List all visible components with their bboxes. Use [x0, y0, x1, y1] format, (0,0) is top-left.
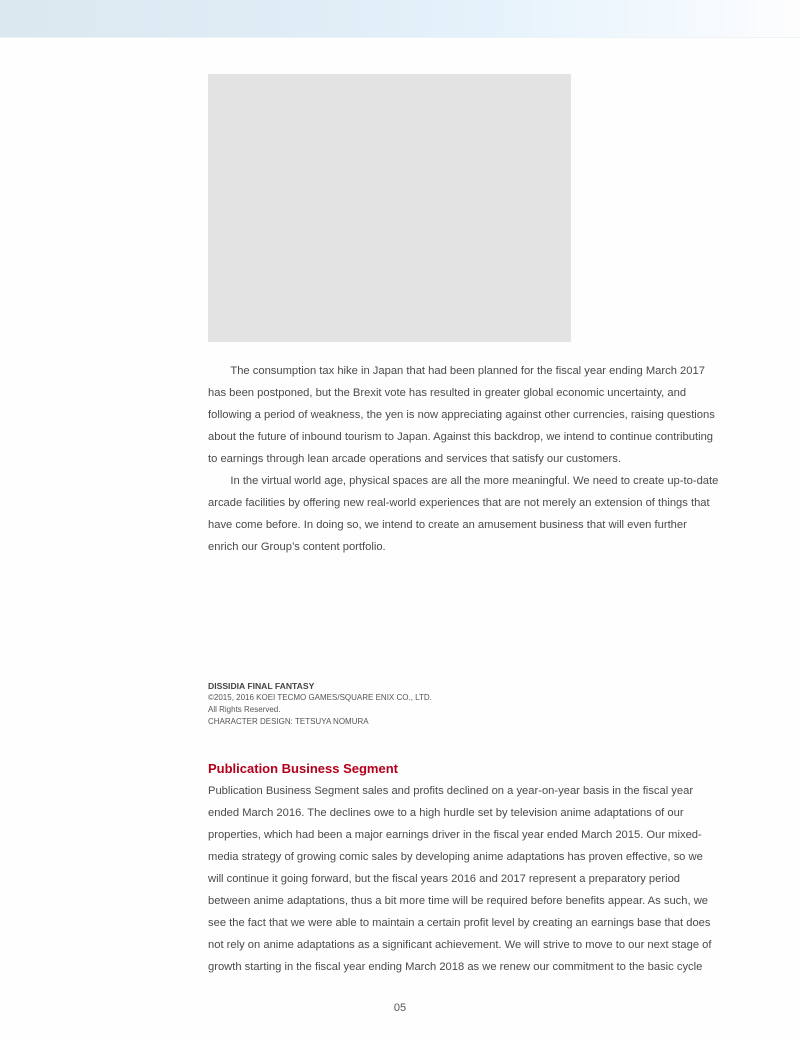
publication-paragraph — [208, 780, 748, 978]
text-line: In the virtual world age, physical spaces are all the more meaningful. We need to create up-to-date — [208, 475, 719, 487]
game-artwork-image — [208, 74, 571, 342]
text-line: see the fact that we were able to maintain a certain profit level by creating an earnings base that does — [208, 917, 711, 929]
credit-design: CHARACTER DESIGN: TETSUYA NOMURA — [208, 717, 369, 726]
text-line: will continue it going forward, but the fiscal years 2016 and 2017 represent a preparatory period — [208, 873, 681, 885]
credit-title: DISSIDIA FINAL FANTASY — [208, 681, 315, 691]
text-line: has been postponed, but the Brexit vote has resulted in greater global economic uncertainty, and — [208, 387, 687, 399]
text-line: media strategy of growing comic sales by developing anime adaptations has proven effective, so we — [208, 851, 703, 863]
credit-copyright: ©2015, 2016 KOEI TECMO GAMES/SQUARE ENIX CO., LTD. — [208, 693, 432, 702]
text-line: ended March 2016. The declines owe to a high hurdle set by television anime adaptations of our — [208, 807, 684, 819]
text-line: growth starting in the fiscal year ending March 2018 as we renew our commitment to the basic cycle — [208, 961, 703, 973]
amusement-paragraph — [208, 360, 748, 558]
page-number: 05 — [393, 1002, 407, 1014]
text-line: Publication Business Segment sales and profits declined on a year-on-year basis in the fiscal year — [208, 785, 694, 797]
text-line: between anime adaptations, thus a bit more time will be required before benefits appear. As such, we — [208, 895, 709, 907]
text-line: about the future of inbound tourism to Japan. Against this backdrop, we intend to continue contributing — [208, 431, 714, 443]
header-band — [0, 0, 800, 38]
text-line: arcade facilities by offering new real-world experiences that are not merely an extension of things that — [208, 497, 710, 509]
text-line: properties, which had been a major earnings driver in the fiscal year ended March 2015. Our mixed- — [208, 829, 702, 841]
image-credits — [208, 680, 432, 728]
text-line: enrich our Group’s content portfolio. — [208, 541, 386, 553]
text-line: The consumption tax hike in Japan that had been planned for the fiscal year ending March 2017 — [208, 365, 705, 377]
text-line: have come before. In doing so, we intend to create an amusement business that will even further — [208, 519, 687, 531]
text-line: not rely on anime adaptations as a significant achievement. We will strive to move to our next stage of — [208, 939, 712, 951]
text-line: to earnings through lean arcade operations and services that satisfy our customers. — [208, 453, 621, 465]
section-heading: Publication Business Segment — [208, 761, 398, 776]
credit-rights: All Rights Reserved. — [208, 705, 281, 714]
text-line: following a period of weakness, the yen is now appreciating against other currencies, raising questions — [208, 409, 715, 421]
